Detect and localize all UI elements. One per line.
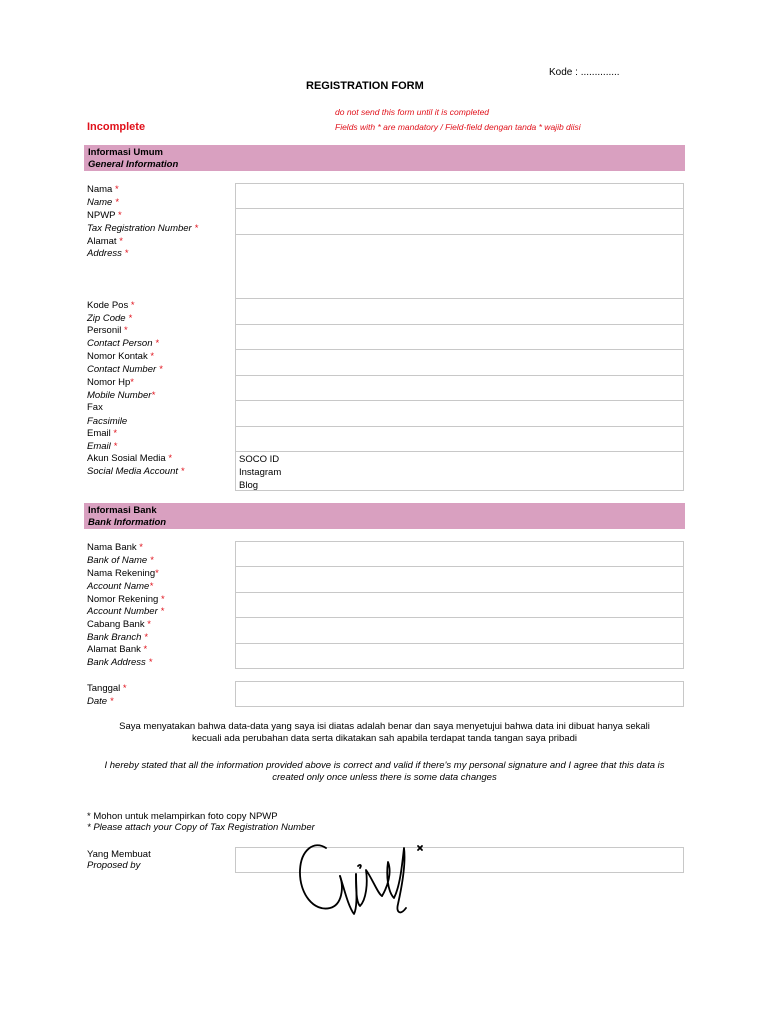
- status-badge: Incomplete: [87, 121, 146, 133]
- mobile-label-en: Mobile Number*: [87, 390, 156, 401]
- bank-branch-label-en: Bank Branch *: [87, 632, 148, 643]
- statement-en: I hereby stated that all the information provided above is correct and valid if there's my personal signature and I agree that this data is created only once unless there is some data changes: [104, 760, 665, 783]
- contact-person-label-en: Contact Person *: [87, 338, 159, 349]
- name-label-id: Nama *: [87, 184, 119, 195]
- bank-info-heading-id: Informasi Bank: [88, 505, 157, 516]
- mobile-field[interactable]: [235, 375, 684, 401]
- date-label-id: Tanggal *: [87, 683, 127, 694]
- account-number-field[interactable]: [235, 592, 684, 618]
- note-npwp-id: * Mohon untuk melampirkan foto copy NPWP: [87, 811, 278, 822]
- zip-label-id: Kode Pos *: [87, 300, 135, 311]
- account-name-label-en: Account Name*: [87, 581, 154, 592]
- social-label-en: Social Media Account *: [87, 466, 185, 477]
- name-label-en: Name *: [87, 197, 119, 208]
- contact-number-label-id: Nomor Kontak *: [87, 351, 155, 362]
- warning-mandatory: Fields with * are mandatory / Field-field dengan tanda * wajib diisi: [335, 122, 581, 132]
- bank-branch-field[interactable]: [235, 617, 684, 644]
- general-info-heading-en: General Information: [88, 159, 179, 170]
- address-field[interactable]: [235, 234, 684, 299]
- bank-name-label-en: Bank of Name *: [87, 555, 154, 566]
- account-name-label-id: Nama Rekening*: [87, 568, 159, 579]
- npwp-label-id: NPWP *: [87, 210, 122, 221]
- page-title: REGISTRATION FORM: [306, 80, 424, 92]
- proposer-label-en: Proposed by: [87, 860, 141, 871]
- bank-info-header: [84, 503, 685, 529]
- email-label-en: Email *: [87, 441, 118, 452]
- bank-address-label-id: Alamat Bank *: [87, 644, 148, 655]
- mobile-label-id: Nomor Hp*: [87, 377, 134, 388]
- name-field[interactable]: [235, 183, 684, 209]
- social-item-soco: SOCO ID: [239, 454, 280, 465]
- form-code: Kode : ..............: [549, 67, 620, 78]
- contact-number-field[interactable]: [235, 349, 684, 376]
- npwp-field[interactable]: [235, 208, 684, 235]
- bank-branch-label-id: Cabang Bank *: [87, 619, 151, 630]
- proposer-label-id: Yang Membuat: [87, 849, 151, 860]
- zip-field[interactable]: [235, 298, 684, 325]
- social-media-field[interactable]: [235, 451, 684, 491]
- social-item-instagram: Instagram: [239, 467, 282, 478]
- fax-label-id: Fax: [87, 402, 103, 413]
- zip-label-en: Zip Code *: [87, 313, 132, 324]
- date-field[interactable]: [235, 681, 684, 707]
- general-info-header: [84, 145, 685, 171]
- address-label-en: Address *: [87, 248, 129, 259]
- fax-field[interactable]: [235, 400, 684, 427]
- bank-name-label-id: Nama Bank *: [87, 542, 143, 553]
- warning-incomplete: do not send this form until it is completed: [335, 107, 490, 117]
- fax-label-en: Facsimile: [87, 416, 128, 427]
- account-number-label-en: Account Number *: [87, 606, 165, 617]
- statement-id: Saya menyatakan bahwa data-data yang saya isi diatas adalah benar dan saya menyetujui bahwa data ini dibuat hanya sekali kecuali ada perubahan data serta dikatakan sah apabila terdapat tanda tangan saya pribadi: [119, 721, 650, 744]
- bank-address-field[interactable]: [235, 643, 684, 669]
- contact-person-field[interactable]: [235, 324, 684, 350]
- address-label-id: Alamat *: [87, 236, 123, 247]
- note-npwp-en: * Please attach your Copy of Tax Registration Number: [87, 822, 315, 833]
- signature: [296, 836, 431, 921]
- npwp-label-en: Tax Registration Number *: [87, 223, 199, 234]
- email-field[interactable]: [235, 426, 684, 452]
- general-info-heading-id: Informasi Umum: [88, 147, 163, 158]
- bank-address-label-en: Bank Address *: [87, 657, 153, 668]
- contact-number-label-en: Contact Number *: [87, 364, 163, 375]
- social-label-id: Akun Sosial Media *: [87, 453, 173, 464]
- account-name-field[interactable]: [235, 566, 684, 593]
- social-item-blog: Blog: [239, 480, 259, 491]
- date-label-en: Date *: [87, 696, 114, 707]
- bank-info-heading-en: Bank Information: [88, 517, 167, 528]
- bank-name-field[interactable]: [235, 541, 684, 567]
- contact-person-label-id: Personil *: [87, 325, 128, 336]
- account-number-label-id: Nomor Rekening *: [87, 594, 165, 605]
- email-label-id: Email *: [87, 428, 118, 439]
